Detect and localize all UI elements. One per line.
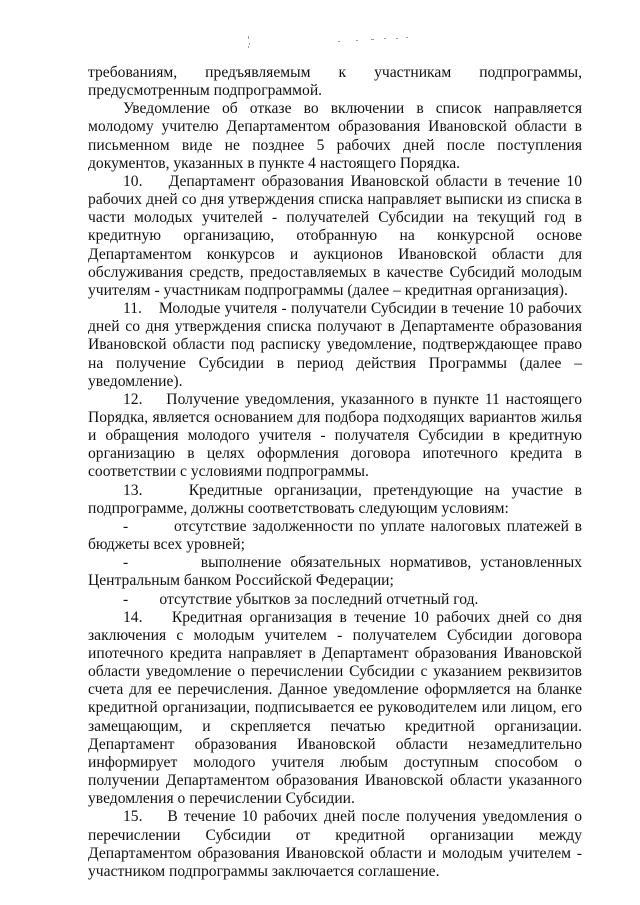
paragraph-item-11: 11. Молодые учителя - получатели Субсидии в течение 10 рабочих дней со дня утверждения списка получают в Департаменте образования Ивановской области под расписку уведомление, подтверждающее право на получение Субсидии в период действия Программы (далее – уведомление). xyxy=(88,300,582,390)
paragraph-item-13: 13. Кредитные организации, претендующие на участие в подпрограмме, должны соответствовать следующим условиям: xyxy=(88,481,582,517)
document-body xyxy=(88,64,582,881)
paragraph-continuation: требованиям, предъявляемым к участникам подпрограммы, предусмотренным подпрограммой. xyxy=(88,64,582,100)
paragraph-item-15: 15. В течение 10 рабочих дней после получения уведомления о перечислении Субсидии от кредитной организации между Департаментом образования Ивановской области и молодым учителем - участником подпрограммы заключается соглашение. xyxy=(88,808,582,880)
scan-artifact-mark xyxy=(246,34,416,50)
paragraph-item-10: 10. Департамент образования Ивановской области в течение 10 рабочих дней со дня утверждения списка направляет выписки из списка в части молодых учителей - получателей Субсидии на текущий год в кредитную организацию, отобранную на конкурсной основе Департаментом конкурсов и аукционов Ивановской области для обслуживания средств, предоставляемых в качестве Субсидий молодым учителям - участникам подпрограммы (далее – кредитная организация). xyxy=(88,172,582,299)
list-item-condition-3: - отсутствие убытков за последний отчетный год. xyxy=(123,590,479,608)
paragraph-item-12: 12. Получение уведомления, указанного в пункте 11 настоящего Порядка, является основанием для подбора подходящих вариантов жилья и обращения молодого учителя - получателя Субсидии в кредитную организацию в целях оформления договора ипотечного кредита в соответствии с условиями подпрограммы. xyxy=(88,390,582,481)
paragraph-item-14: 14. Кредитная организация в течение 10 рабочих дней со дня заключения с молодым учителем - получателем Субсидии договора ипотечного кредита направляет в Департамент образования Ивановской области уведомление о перечислении Субсидии с указанием реквизитов счета для ее перечисления. Данное уведомление оформляется на бланке кредитной организации, подписывается ее руководителем или лицом, его замещающим, и скрепляется печатью кредитной организации. Департамент образования Ивановской области незамедлительно информирует молодого учителя любым доступным способом о получении Департаментом образования Ивановской области указанного уведомления о перечислении Субсидии. xyxy=(88,608,582,808)
paragraph-refusal-notice: Уведомление об отказе во включении в список направляется молодому учителю Департаментом образования Ивановской области в письменном виде не позднее 5 рабочих дней после поступления документов, указанных в пункте 4 настоящего Порядка. xyxy=(88,100,582,172)
list-item-condition-2: - выполнение обязательных нормативов, установленных Центральным банком Российской Федерации; xyxy=(88,554,582,590)
list-item-condition-1: - отсутствие задолженности по уплате налоговых платежей в бюджеты всех уровней; xyxy=(88,517,582,554)
